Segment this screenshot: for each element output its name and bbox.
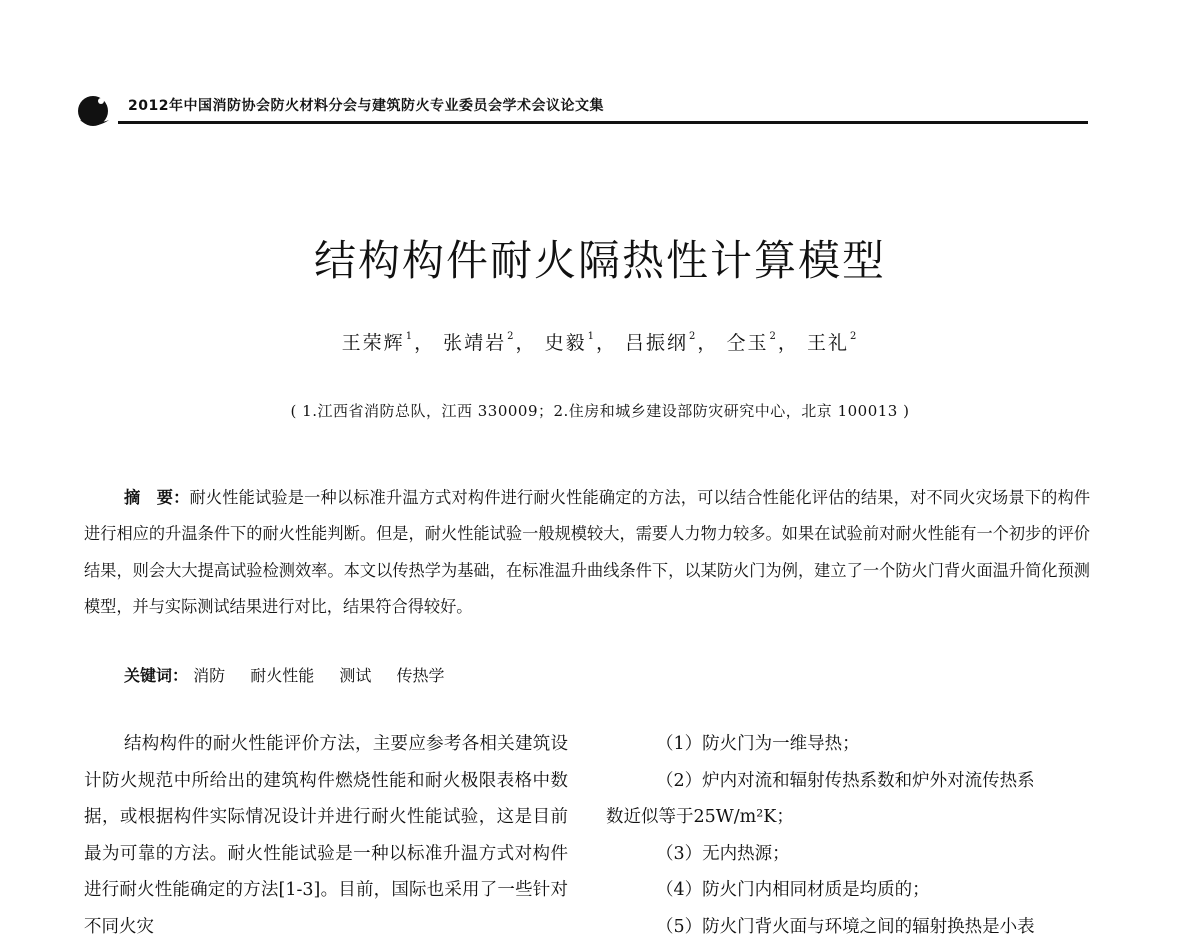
assumption-item: （5）防火门背火面与环境之间的辐射换热是小表 — [606, 909, 1090, 945]
keywords — [124, 663, 464, 686]
author-name: 张靖岩 — [443, 332, 506, 354]
proceedings-logo-icon — [76, 92, 112, 128]
assumption-item-continuation: 数近似等于25W/m²K； — [606, 799, 1090, 836]
abstract-text: 耐火性能试验是一种以标准升温方式对构件进行耐火性能确定的方法，可以结合性能化评估的结果，对不同火灾场景下的构件进行相应的升温条件下的耐火性能判断。但是，耐火性能试验一般规模较大，需要人力物力较多。如果在试验前对耐火性能有一个初步的评价结果，则会大大提高试验检测效率。本文以传热学为基础，在标准温升曲线条件下，以某防火门为例，建立了一个防火门背火面温升简化预测模型，并与实际测试结果进行对比，结果符合得较好。 — [84, 488, 1090, 616]
paper-title: 结构构件耐火隔热性计算模型 — [0, 228, 1200, 288]
author-separator: ， — [778, 332, 799, 354]
author-name: 王荣辉 — [342, 332, 405, 354]
author-name: 史毅 — [545, 332, 587, 354]
keyword: 耐火性能 — [250, 666, 314, 685]
author-separator: ， — [596, 332, 617, 354]
author-affiliation-mark: 2 — [850, 331, 858, 342]
author-separator: ， — [414, 332, 435, 354]
author-separator: ， — [697, 332, 718, 354]
author-name: 吕振纲 — [625, 332, 688, 354]
affiliations: ( 1.江西省消防总队，江西 330009；2.住房和城乡建设部防灾研究中心，北京 100013 ) — [0, 400, 1200, 421]
author-name: 王礼 — [807, 332, 849, 354]
body-left-paragraph: 结构构件的耐火性能评价方法，主要应参考各相关建筑设计防火规范中所给出的建筑构件燃烧性能和耐火极限表格中数据，或根据构件实际情况设计并进行耐火性能试验，这是目前最为可靠的方法。耐火性能试验是一种以标准升温方式对构件进行耐火性能确定的方法[1-3]。目前，国际也采用了一些针对不同火灾 — [84, 726, 568, 945]
assumption-item: （4）防火门内相同材质是均质的； — [606, 872, 1090, 909]
assumption-item: （2）炉内对流和辐射传热系数和炉外对流传热系 — [606, 763, 1090, 800]
keyword: 测试 — [339, 666, 371, 685]
author-affiliation-mark: 1 — [588, 331, 596, 342]
header-rule — [118, 121, 1088, 124]
author-separator: ， — [516, 332, 537, 354]
assumption-item: （1）防火门为一维导热； — [606, 726, 1090, 763]
proceedings-title: 2012年中国消防协会防火材料分会与建筑防火专业委员会学术会议论文集 — [128, 95, 604, 115]
keywords-label: 关键词： — [124, 666, 188, 685]
author-affiliation-mark: 1 — [406, 331, 414, 342]
author-affiliation-mark: 2 — [689, 331, 697, 342]
keyword: 传热学 — [396, 666, 444, 685]
abstract — [84, 480, 1090, 626]
author-name: 仝玉 — [726, 332, 768, 354]
author-affiliation-mark: 2 — [770, 331, 778, 342]
author-list — [0, 328, 1200, 355]
keyword: 消防 — [193, 666, 225, 685]
assumption-item: （3）无内热源； — [606, 836, 1090, 873]
abstract-label: 摘 要： — [124, 488, 190, 507]
body-right-column — [606, 726, 1090, 945]
author-affiliation-mark: 2 — [507, 331, 515, 342]
